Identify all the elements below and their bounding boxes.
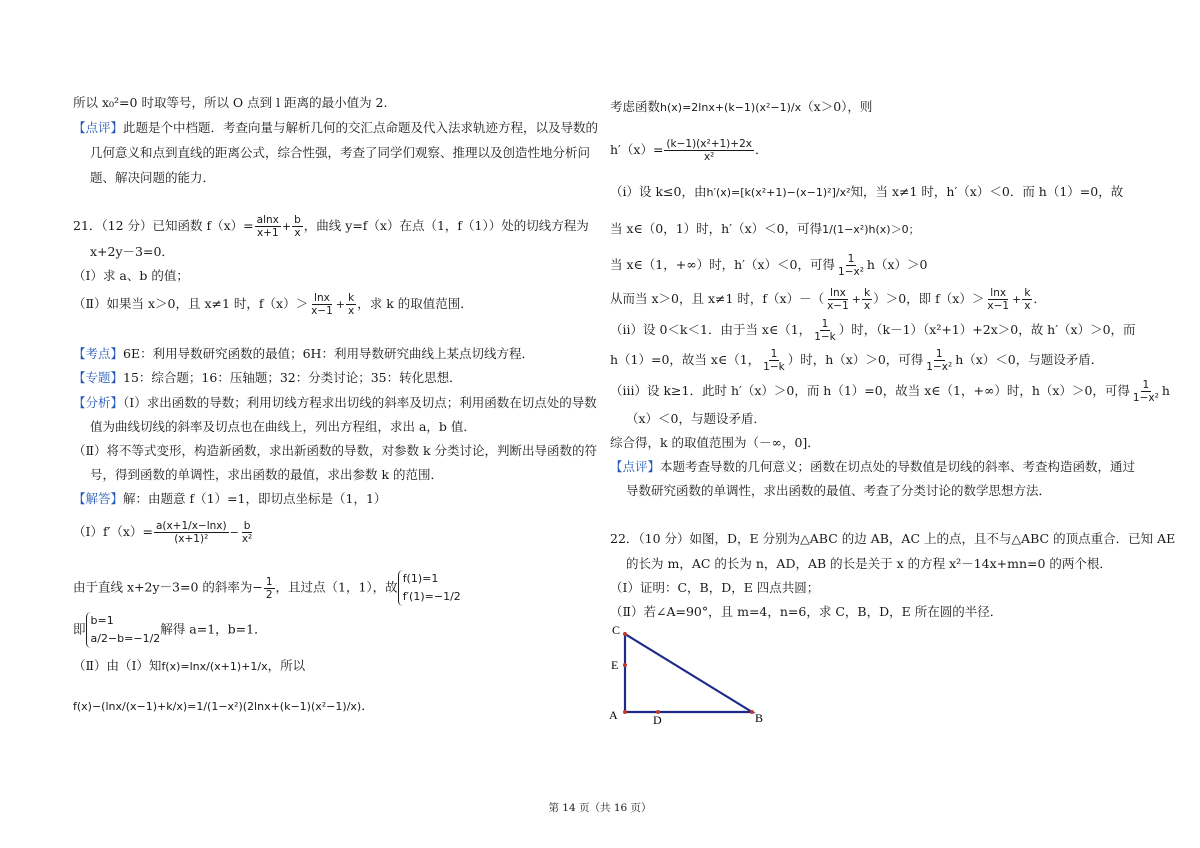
fraction: $\frac{1}{1-k}$ [814, 318, 836, 343]
text-line: 导数研究函数的单调性，求出函数的最值、考查了分类讨论的数学思想方法． [626, 483, 1052, 498]
question-21-part2: （Ⅱ）如果当 x＞0，且 x≠1 时，f（x）＞ $\frac{\ln x}{x-1}$ + $\frac{k}{x}$ ，求 k 的取值范围． [73, 292, 473, 317]
fraction: $\frac{b}{x}$ [294, 214, 301, 239]
text-line: 综合得，k 的取值范围为（－∞，0]． [610, 435, 820, 450]
fraction: $\frac{alnx}{x+1}$ [256, 214, 279, 239]
text-line: 值为曲线切线的斜率及切点也在曲线上，列出方程组，求出 a，b 值． [90, 419, 476, 434]
fraction: $\frac{k}{x}$ [348, 292, 355, 317]
fraction: $\frac{1}{2}$ [265, 575, 273, 601]
text-line: 的长为 m，AC 的长为 n，AD，AB 的长是关于 x 的方程 x²－14x+mn=0 的两个根． [626, 556, 1112, 571]
text-line: （Ⅰ）求 a、b 的值； [73, 268, 189, 283]
case-ii: （ii）设 0＜k＜1．由于当 x∈（1， $\frac{1}{1-k}$ ）时，（k－1）（x²+1）+2x＞0，故 h′（x）＞0，而 [610, 318, 1136, 343]
page-footer: 第 14 页（共 16 页） [548, 802, 652, 814]
zhuanti: 【专题】15：综合题；16：压轴题；32：分类讨论；35：转化思想． [73, 370, 462, 385]
triangle-abc [625, 634, 752, 712]
label-a: A [609, 708, 618, 722]
text-line: （x）＜0，与题设矛盾． [626, 411, 767, 426]
fraction: $\frac{\text{(k−1)(x²+1)+2x}}{\text{x²}}$ [666, 138, 752, 163]
case-i-line4: 从而当 x＞0，且 x≠1 时，f（x）－（ $\frac{\ln x}{x-1}$ + $\frac{k}{x}$ ）＞0，即 f（x）＞ $\frac{\ln x}{x-1}$ + $\frac{k}{x}$ ． [610, 287, 1046, 312]
text-line: （Ⅱ）若∠A=90°，且 m=4，n=6，求 C，B，D，E 所在圆的半径． [610, 604, 1003, 619]
fraction: $\frac{b}{\text{x²}}$ [241, 520, 253, 545]
point-a [623, 710, 627, 714]
point-e [623, 663, 627, 667]
fraction: $\frac{k}{x}$ [864, 287, 871, 312]
case-i-line3: 当 x∈（1，+∞）时，h′（x）＜0，可得 $\frac{1}{\text{1−x²}}$ h（x）＞0 [610, 253, 928, 278]
fenxi: 【分析】（Ⅰ）求出函数的导数；利用切线方程求出切线的斜率及切点；利用函数在切点处的导数 [73, 395, 597, 410]
comment-paragraph: 【点评】此题是个中档题．考查向量与解析几何的交汇点命题及代入法求轨迹方程，以及导数的 [73, 120, 599, 135]
comment-paragraph: 【点评】本题考查导数的几何意义；函数在切点处的导数值是切线的斜率、考查构造函数，通过 [610, 459, 1136, 474]
equation-system: b=1 a/2−b=−1/2 [86, 612, 161, 648]
fraction: $\frac{1}{\text{1−x²}}$ [1132, 379, 1159, 404]
point-c [623, 632, 627, 636]
case-i-line2: 当 x∈（0，1）时，h′（x）＜0，可得1/(1−x²)h(x)＞0； [610, 221, 920, 236]
fraction: $\frac{k}{x}$ [1024, 287, 1031, 312]
question-22: 22．（10 分）如图，D，E 分别为△ABC 的边 AB，AC 上的点，且不与△ABC 的顶点重合．已知 AE [610, 531, 1176, 546]
jieda: 【解答】解：由题意 f（1）=1，即切点坐标是（1，1） [73, 491, 387, 506]
text-line: （Ⅱ）将不等式变形，构造新函数，求出新函数的导数，对参数 k 分类讨论，判断出导函数的符 [73, 443, 598, 458]
text-line: 所以 x₀²=0 时取等号，所以 O 点到 l 距离的最小值为 2. [73, 95, 388, 110]
label-b: B [755, 711, 764, 725]
point-b [750, 710, 754, 714]
case-ii-line2: h（1）=0，故当 x∈（1， $\frac{1}{1-k}$ ）时，h（x）＞0，可得 $\frac{1}{\text{1−x²}}$ h（x）＜0，与题设矛盾． [610, 348, 1104, 373]
triangle-figure [600, 620, 780, 730]
fraction: $\frac{1}{1-k}$ [763, 348, 785, 373]
kaodian: 【考点】6E：利用导数研究函数的最值；6H：利用导数研究曲线上某点切线方程． [73, 346, 534, 361]
comment-tag: 【点评】 [73, 120, 124, 135]
label-c: C [612, 623, 621, 637]
fraction: $\frac{a(x+1/x-\ln x)}{\text{(x+1)²}}$ [155, 520, 227, 545]
solution-step-5: f(x)−(lnx/(x−1)+k/x)=1/(1−x²)(2lnx+(k−1)(x²−1)/x)． [73, 698, 374, 713]
fraction: $\frac{\ln x}{x-1}$ [987, 287, 1010, 312]
text-line: （Ⅰ）证明：C，B，D，E 四点共圆； [610, 580, 820, 595]
text-line: 题、解决问题的能力． [90, 170, 216, 185]
case-iii: （iii）设 k≥1．此时 h′（x）＞0，而 h（1）=0，故当 x∈（1，+∞）时，h（x）＞0，可得 $\frac{1}{\text{1−x²}}$ h [610, 379, 1170, 404]
question-21: 21．（12 分）已知函数 f（x）= $\frac{alnx}{x+1}$ + $\frac{b}{x}$ ，曲线 y=f（x）在点（1，f（1））处的切线方程为 [73, 214, 589, 239]
solution-step-1: （Ⅰ）f′（x）= $\frac{a(x+1/x-\ln x)}{\text{(x+1)²}}$ − $\frac{b}{\text{x²}}$ [73, 520, 253, 545]
fraction: $\frac{\ln x}{x-1}$ [311, 292, 333, 317]
label-d: D [653, 713, 662, 727]
fraction: $\frac{\ln x}{x-1}$ [827, 287, 849, 312]
solution-step-3: 即 b=1 a/2−b=−1/2 解得 a=1，b=1． [73, 612, 267, 648]
text-line: 几何意义和点到直线的距离公式，综合性强，考查了同学们观察、推理以及创造性地分析问 [90, 145, 591, 160]
fraction: $\frac{1}{\text{1−x²}}$ [926, 348, 953, 373]
solution-step-2: 由于直线 x+2y－3=0 的斜率为− $\frac{1}{2}$ ，且过点（1，1），故 f(1)=1 f′(1)=−1/2 [73, 570, 461, 606]
solution-step-4: （Ⅱ）由（Ⅰ）知f(x)=lnx/(x+1)+1/x，所以 [73, 658, 306, 673]
text-line: x+2y－3=0． [90, 244, 174, 259]
derivative-line: h′（x）= $\frac{\text{(k−1)(x²+1)+2x}}{\text{x²}}$ ． [610, 138, 768, 163]
fraction: $\frac{1}{\text{1−x²}}$ [838, 253, 864, 278]
text-line: 号，得到函数的单调性，求出函数的最值，求出参数 k 的范围． [90, 467, 444, 482]
consider-function: 考虑函数h(x)=2lnx+(k−1)(x²−1)/x（x＞0），则 [610, 99, 873, 114]
case-i: （i）设 k≤0，由h′(x)=[k(x²+1)−(x−1)²]/x²知，当 x≠1 时，h′（x）＜0．而 h（1）=0，故 [610, 184, 1124, 199]
label-e: E [611, 658, 619, 672]
equation-system: f(1)=1 f′(1)=−1/2 [398, 570, 461, 606]
